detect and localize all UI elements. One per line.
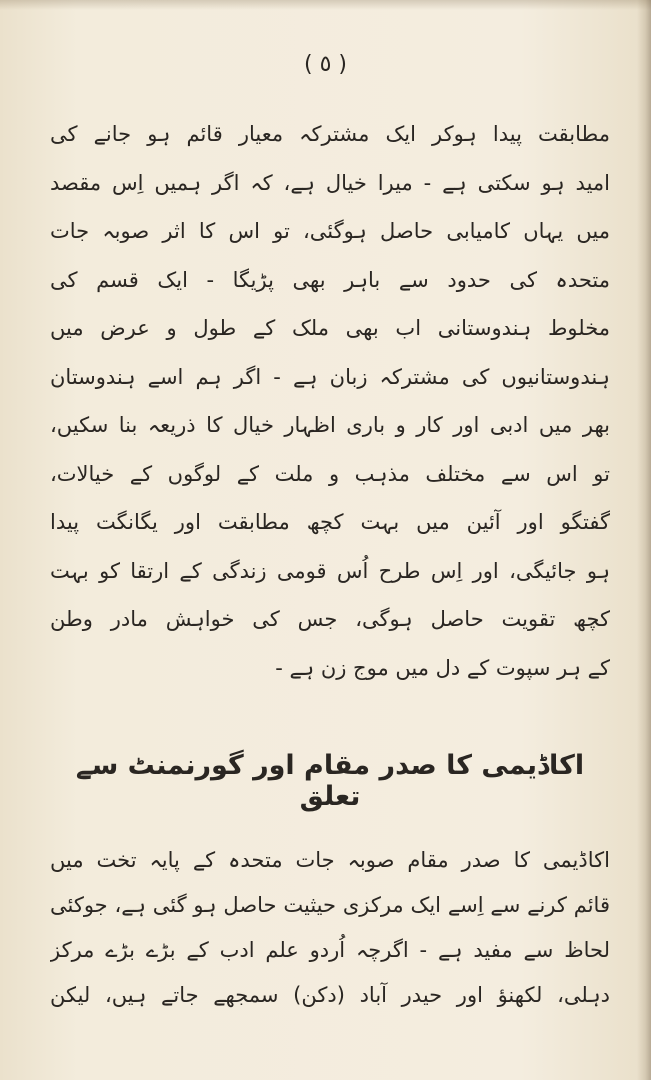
- paragraph-2: [50, 838, 610, 1018]
- text-line: مطابقت پیدا ہوکر ایک مشترکہ معیار قائم ہو جانے کی: [50, 122, 610, 146]
- text-line: میں یہاں کامیابی حاصل ہوگئی، تو اس کا اثر صوبہ جات: [50, 219, 610, 243]
- text-line: بھر میں ادبی اور کار و باری اظہار خیال کا ذریعہ بنا سکیں،: [50, 413, 610, 437]
- section-heading: اکاڈیمی کا صدر مقام اور گورنمنٹ سے تعلق: [75, 750, 585, 812]
- text-line: مخلوط ہندوستانی اب بھی ملک کے طول و عرض میں: [50, 316, 610, 340]
- page-number: ( ٥ ): [304, 52, 347, 77]
- text-line: گفتگو اور آئین میں بہت کچھ مطابقت اور یگانگت پیدا: [50, 510, 610, 534]
- paragraph-1: [50, 110, 610, 692]
- text-line: متحدہ کی حدود سے باہر بھی پڑیگا - ایک قسم کی: [50, 267, 610, 292]
- page-right-edge: [637, 0, 651, 1080]
- text-line: ہندوستانیوں کی مشترکہ زبان ہے - اگر ہم اسے ہندوستان: [50, 364, 610, 389]
- text-line: دہلی، لکھنؤ اور حیدر آباد (دکن) سمجھے جاتے ہیں، لیکن: [50, 983, 610, 1007]
- text-line: تو اس سے مختلف مذہب و ملت کے لوگوں کے خیالات،: [50, 461, 610, 486]
- text-line: اکاڈیمی کا صدر مقام صوبہ جات متحدہ کے پایہ تخت میں: [50, 848, 610, 872]
- text-line: کچھ تقویت حاصل ہوگی، جس کی خواہش مادر وطن: [50, 607, 610, 631]
- text-line: کے ہر سپوت کے دل میں موج زن ہے -: [275, 655, 610, 680]
- text-line: لحاظ سے مفید ہے - اگرچہ اُردو علم ادب کے بڑے بڑے مرکز: [50, 938, 610, 962]
- text-line: ہو جائیگی، اور اِس طرح اُس قومی زندگی کے ارتقا کو بہت: [50, 558, 610, 583]
- text-line: امید ہو سکتی ہے - میرا خیال ہے، کہ اگر ہمیں اِس مقصد: [50, 170, 610, 195]
- page-top-shadow: [0, 0, 651, 10]
- text-line: قائم کرنے سے اِسے ایک مرکزی حیثیت حاصل ہو گئی ہے، جوکئی: [50, 893, 610, 917]
